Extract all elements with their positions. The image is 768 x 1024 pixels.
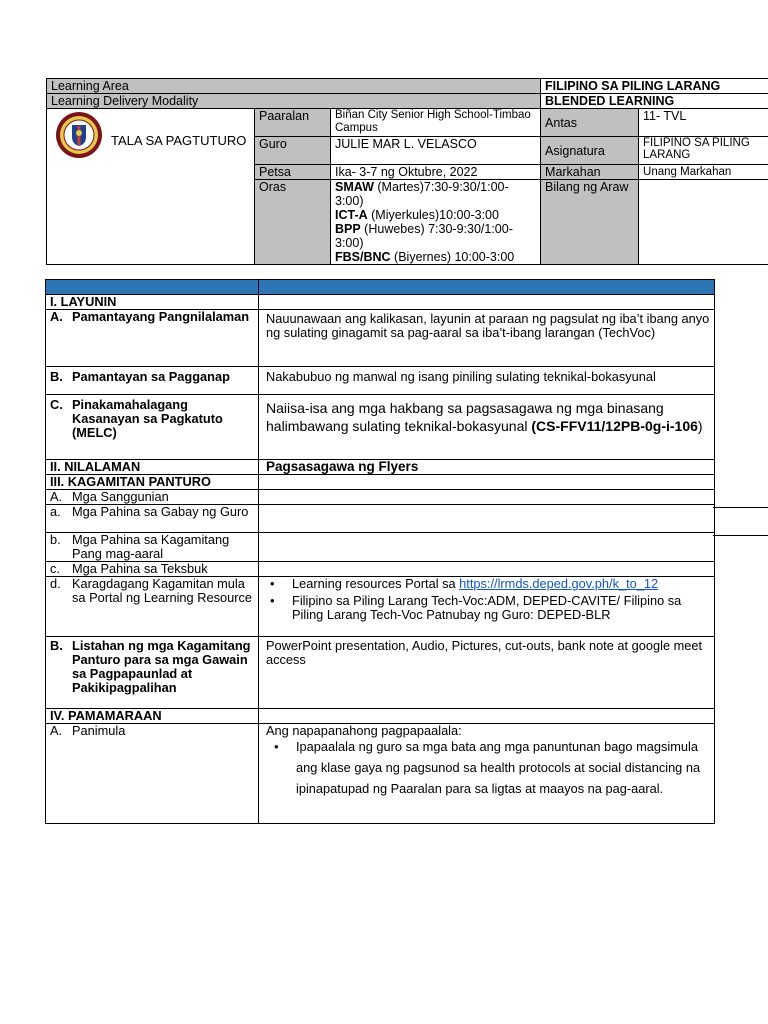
panimula-label: A. Panimula bbox=[46, 724, 259, 824]
pamamaraan-heading: IV. PAMAMARAAN bbox=[46, 709, 259, 724]
lesson-plan-table bbox=[45, 279, 715, 824]
nilalaman-heading: II. NILALAMAN bbox=[46, 460, 259, 475]
oras-label: Oras bbox=[255, 180, 331, 265]
modality-label: Learning Delivery Modality bbox=[47, 94, 541, 109]
schedule-line: SMAW (Martes)7:30-9:30/1:00-3:00) bbox=[335, 180, 509, 208]
schedule-line: ICT-A (Miyerkules)10:00-3:00 bbox=[335, 208, 499, 222]
panimula-intro: Ang napapanahong pagpapaalala: bbox=[266, 723, 462, 738]
kagamitan-heading: III. KAGAMITAN PANTURO bbox=[46, 475, 259, 490]
school-seal-icon bbox=[55, 111, 103, 159]
pamantayan-pagganap-value: Nakabubuo ng manwal ng isang piniling sulating teknikal-bokasyunal bbox=[259, 367, 715, 395]
list-item: • Ipapaalala ng guro sa mga bata ang mga panuntunan bago magsimula ang klase gaya ng pagsunod sa health protocols at social distancing na ipinapatupad ng Paaralan para sa ligtas at maayos na pag-aaral. bbox=[296, 736, 710, 799]
melc-label: C. Pinakamahalagang Kasanayan sa Pagkatuto (MELC) bbox=[46, 395, 259, 460]
list-item: • Filipino sa Piling Larang Tech-Voc:ADM, DEPED-CAVITE/ Filipino sa Piling Larang Tech-Voc Patnubay ng Guro: DEPED-BLR bbox=[292, 594, 710, 622]
table-header-band bbox=[46, 280, 259, 295]
gabay-guro-label: a. Mga Pahina sa Gabay ng Guro bbox=[46, 505, 259, 533]
karagdagang-kagamitan-value bbox=[259, 577, 715, 637]
panimula-value bbox=[259, 724, 715, 824]
nilalaman-value: Pagsasagawa ng Flyers bbox=[259, 460, 715, 475]
stray-rule bbox=[713, 507, 768, 508]
teksbuk-label: c. Mga Pahina sa Teksbuk bbox=[46, 562, 259, 577]
petsa-label: Petsa bbox=[255, 165, 331, 180]
oras-schedule bbox=[331, 180, 541, 265]
karagdagang-kagamitan-label: d. Karagdagang Kagamitan mula sa Portal ng Learning Resource bbox=[46, 577, 259, 637]
sanggunian-label: A. Mga Sanggunian bbox=[46, 490, 259, 505]
kagamitang-mag-aaral-label: b. Mga Pahina sa Kagamitang Pang mag-aaral bbox=[46, 533, 259, 562]
asignatura-label: Asignatura bbox=[541, 137, 639, 165]
logo-cell bbox=[47, 109, 255, 265]
markahan-label: Markahan bbox=[541, 165, 639, 180]
antas-label: Antas bbox=[541, 109, 639, 137]
layunin-heading: I. LAYUNIN bbox=[46, 295, 259, 310]
pamantayang-pangnilalaman-label: A. Pamantayang Pangnilalaman bbox=[46, 310, 259, 367]
listahan-kagamitan-value: PowerPoint presentation, Audio, Pictures, cut-outs, bank note at google meet access bbox=[259, 637, 715, 709]
asignatura-value: FILIPINO SA PILING LARANG bbox=[639, 137, 768, 165]
header-table bbox=[46, 78, 768, 265]
learning-area-label: Learning Area bbox=[47, 79, 541, 94]
schedule-line: FBS/BNC (Biyernes) 10:00-3:00 bbox=[335, 250, 515, 264]
pamantayan-pagganap-label: B. Pamantayan sa Pagganap bbox=[46, 367, 259, 395]
schedule-line: BPP (Huwebes) 7:30-9:30/1:00-3:00) bbox=[335, 222, 513, 250]
bilang-value bbox=[639, 180, 768, 265]
melc-value: Naiisa-isa ang mga hakbang sa pagsasagawa ng mga binasang halimbawang sulating teknikal-bokasyunal (CS-FFV11/12PB-0g-i-106) bbox=[259, 395, 715, 460]
guro-value: JULIE MAR L. VELASCO bbox=[331, 137, 541, 165]
lrmds-portal-link[interactable]: https://lrmds.deped.gov.ph/k_to_12 bbox=[459, 576, 659, 591]
markahan-value: Unang Markahan bbox=[639, 165, 768, 180]
tala-label: TALA SA PAGTUTURO bbox=[111, 133, 247, 148]
learning-area-value: FILIPINO SA PILING LARANG bbox=[541, 79, 768, 94]
list-item: • Learning resources Portal sa https://lrmds.deped.gov.ph/k_to_12 bbox=[292, 577, 710, 591]
stray-rule bbox=[713, 535, 768, 536]
antas-value: 11- TVL bbox=[639, 109, 768, 137]
guro-label: Guro bbox=[255, 137, 331, 165]
petsa-value: Ika- 3-7 ng Oktubre, 2022 bbox=[331, 165, 541, 180]
listahan-kagamitan-label: B. Listahan ng mga Kagamitang Panturo para sa mga Gawain sa Pagpapaunlad at Pakikipagpalihan bbox=[46, 637, 259, 709]
pamantayang-pangnilalaman-value: Nauunawaan ang kalikasan, layunin at paraan ng pagsulat ng iba’t ibang anyo ng sulating ginagamit sa pag-aaral sa iba’t-ibang larangan (TechVoc) bbox=[259, 310, 715, 367]
paaralan-label: Paaralan bbox=[255, 109, 331, 137]
paaralan-value: Biñan City Senior High School-Timbao Campus bbox=[331, 109, 541, 137]
bilang-label: Bilang ng Araw bbox=[541, 180, 639, 265]
modality-value: BLENDED LEARNING bbox=[541, 94, 768, 109]
